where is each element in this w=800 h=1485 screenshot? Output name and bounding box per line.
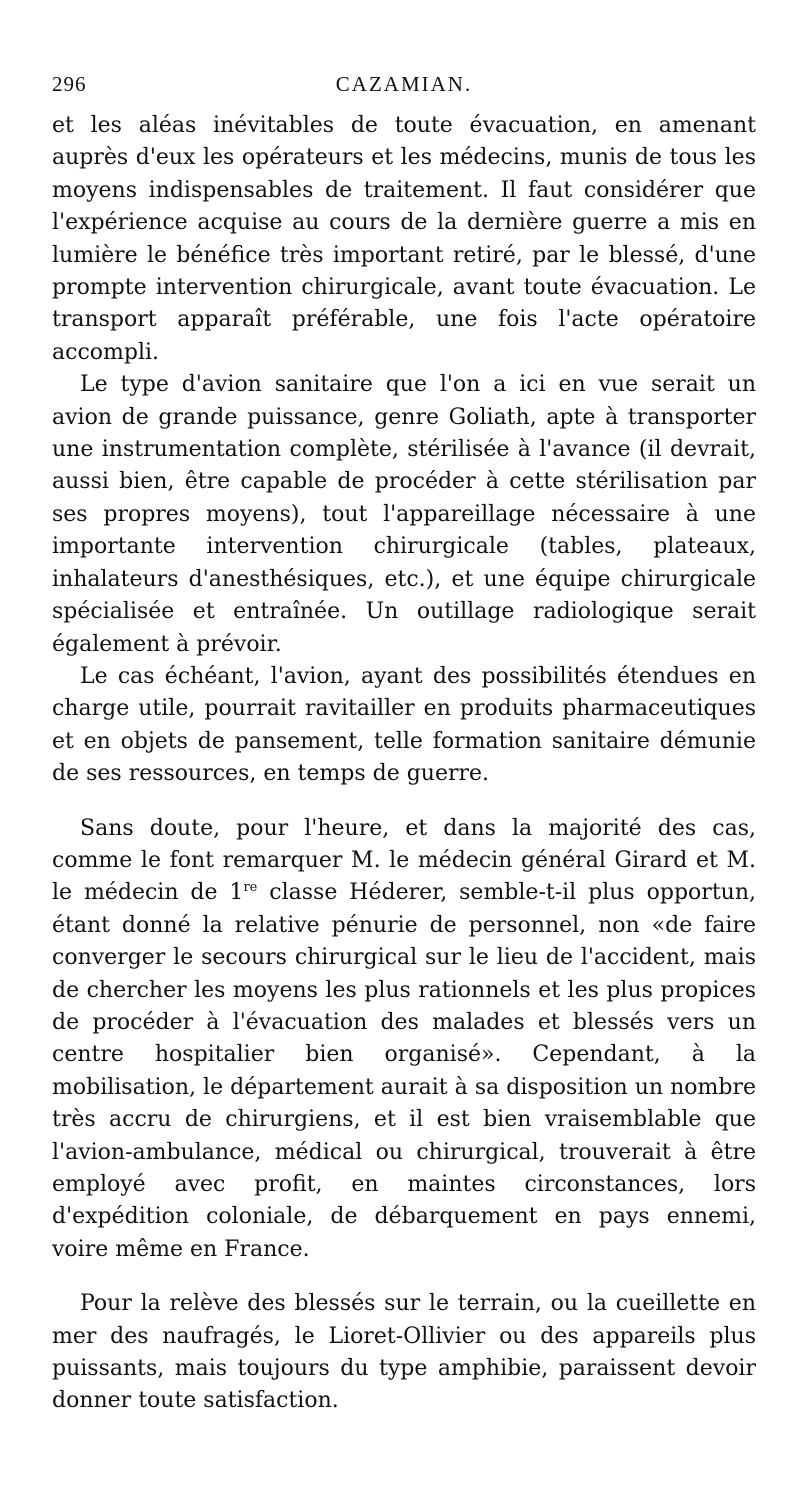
running-head: CAZAMIAN. xyxy=(335,72,473,96)
page-number: 296 xyxy=(52,72,87,96)
paragraph-4-end: classe Héderer, semble-t-il plus opportun, étant donné la relative pénurie de personnel, non «de faire converger le secours chirurgical sur le lieu de l'accident, mais de chercher les moyens les plus rationnels et les plus propices de procéder à l'évacuation des malades et blessés vers un centre hospitalier bien organisé». Cependant, à la mobilisation, le département aurait à sa disposition un nombre très accru de chirurgiens, et il est bien vraisemblable que l'avion-ambulance, médical ou chirurgical, trouverait à être employé avec profit, en maintes circonstances, lors d'expédition coloniale, de débarquement en pays ennemi, voire même en France. xyxy=(52,880,756,1262)
body-text xyxy=(52,110,756,1418)
paragraph-4 xyxy=(52,813,756,1267)
paragraph-4-start: Sans doute, pour l'heure, et dans la majorité des cas, comme le font remarquer M. le médecin général Girard et M. le médecin de 1 xyxy=(52,815,756,906)
page-header xyxy=(52,72,756,106)
paragraph-5: Pour la relève des blessés sur le terrain, ou la cueillette en mer des naufragés, le Lioret-Ollivier ou des appareils plus puissants, mais toujours du type amphibie, paraissent devoir donner toute satisfaction. xyxy=(52,1291,756,1414)
document-page xyxy=(52,72,756,1418)
paragraph-3: Le cas échéant, l'avion, ayant des possibilités étendues en charge utile, pourrait ravitailler en produits pharmaceutiques et en objets de pansement, telle formation sanitaire démunie de ses ressources, en temps de guerre. xyxy=(52,663,756,787)
ordinal-superscript: re xyxy=(243,880,258,896)
paragraph-1: et les aléas inévitables de toute évacuation, en amenant auprès d'eux les opérateurs et les médecins, munis de tous les moyens indispensables de traitement. Il faut considérer que l'expérience acquise au cours de la dernière guerre a mis en lumière le bénéfice très important retiré, par le blessé, d'une prompte intervention chirurgicale, avant toute évacuation. Le transport apparaît préférable, une fois l'acte opératoire accompli. xyxy=(52,113,756,365)
paragraph-2: Le type d'avion sanitaire que l'on a ici en vue serait un avion de grande puissance, genre Goliath, apte à transporter une instrumentation complète, stérilisée à l'avance (il devrait, aussi bien, être capable de procéder à cette stérilisation par ses propres moyens), tout l'appareillage nécessaire à une importante intervention chirurgicale (tables, plateaux, inhalateurs d'anesthésiques, etc.), et une équipe chirurgicale spécialisée et entraînée. Un outillage radiologique serait également à prévoir. xyxy=(52,372,756,657)
